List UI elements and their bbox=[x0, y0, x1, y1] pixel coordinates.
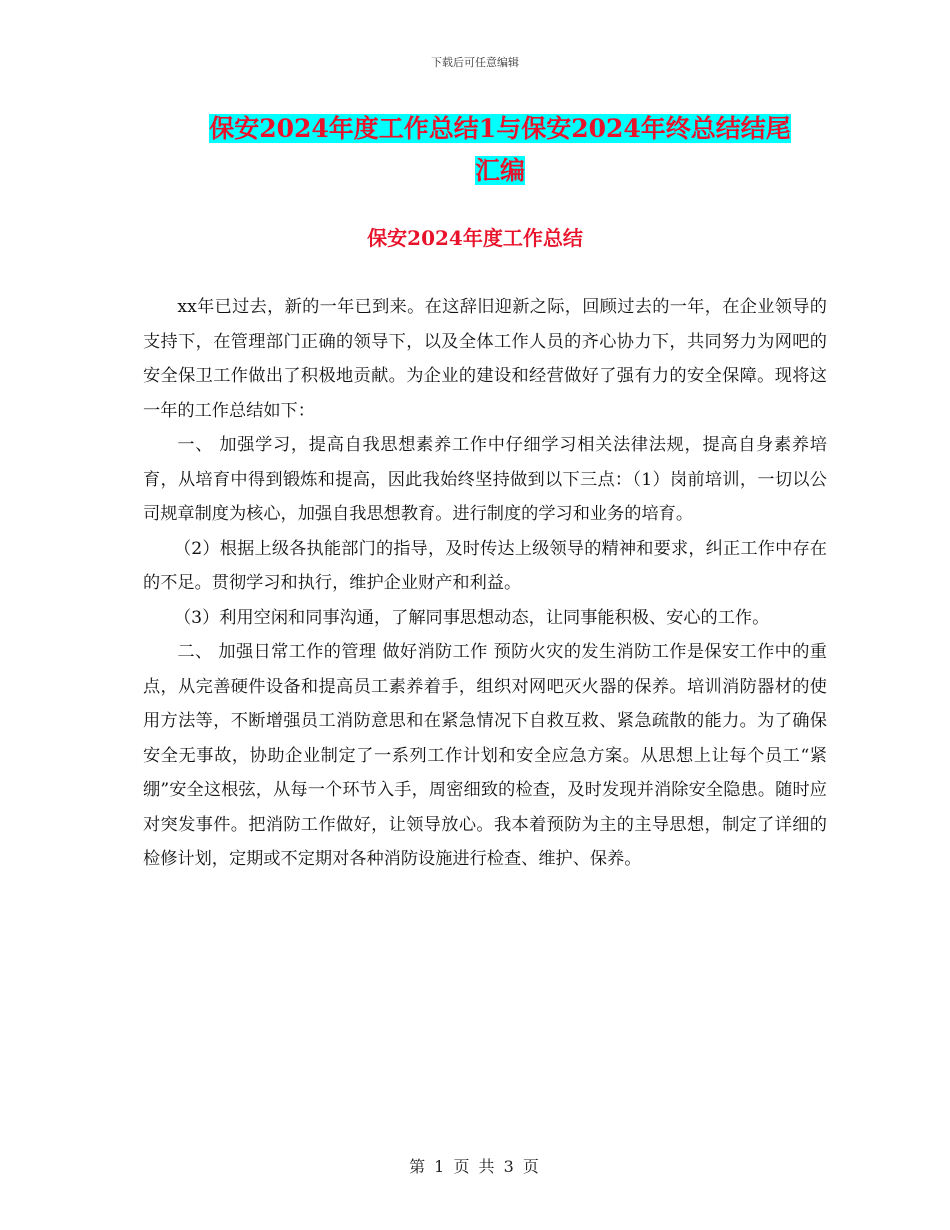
paragraph: xx年已过去，新的一年已到来。在这辞旧迎新之际，回顾过去的一年，在企业领导的支持下，在管理部门正确的领导下，以及全体工作人员的齐心协力下，共同努力为网吧的安全保卫工作做出了积极地贡献。为企业的建设和经营做好了强有力的安全保障。现将这一年的工作总结如下： bbox=[143, 297, 827, 421]
page-footer: 第 1 页 共 3 页 bbox=[409, 1157, 541, 1176]
document-body bbox=[143, 290, 827, 877]
section-title: 保安2024年度工作总结 bbox=[367, 226, 583, 250]
title-line-2: 汇编 bbox=[474, 156, 525, 185]
paragraph: （2）根据上级各执能部门的指导，及时传达上级领导的精神和要求，纠正工作中存在的不足。贯彻学习和执行，维护企业财产和利益。 bbox=[143, 538, 827, 593]
paragraph: 一、 加强学习，提高自我思想素养工作中仔细学习相关法律法规，提高自身素养培育，从培育中得到锻炼和提高，因此我始终坚持做到以下三点：（1）岗前培训，一切以公司规章制度为核心，加强自我思想教育。进行制度的学习和业务的培育。 bbox=[143, 435, 827, 524]
document-title bbox=[150, 108, 850, 192]
title-line-1: 保安2024年度工作总结1与保安2024年终总结结尾 bbox=[209, 114, 791, 143]
paragraph: （3）利用空闲和同事沟通，了解同事思想动态，让同事能积极、安心的工作。 bbox=[173, 607, 770, 628]
header-note: 下载后可任意编辑 bbox=[431, 56, 519, 69]
paragraph: 二、 加强日常工作的管理 做好消防工作 预防火灾的发生消防工作是保安工作中的重点，从完善硬件设备和提高员工素养着手，组织对网吧灭火器的保养。培训消防器材的使用方法等，不断增强员工消防意思和在紧急情况下自救互救、紧急疏散的能力。为了确保安全无事故，协助企业制定了一系列工作计划和安全应急方案。从思想上让每个员工“紧绷”安全这根弦，从每一个环节入手，周密细致的检查，及时发现并消除安全隐患。随时应对突发事件。把消防工作做好，让领导放心。我本着预防为主的主导思想，制定了详细的检修计划，定期或不定期对各种消防设施进行检查、维护、保养。 bbox=[143, 642, 827, 869]
